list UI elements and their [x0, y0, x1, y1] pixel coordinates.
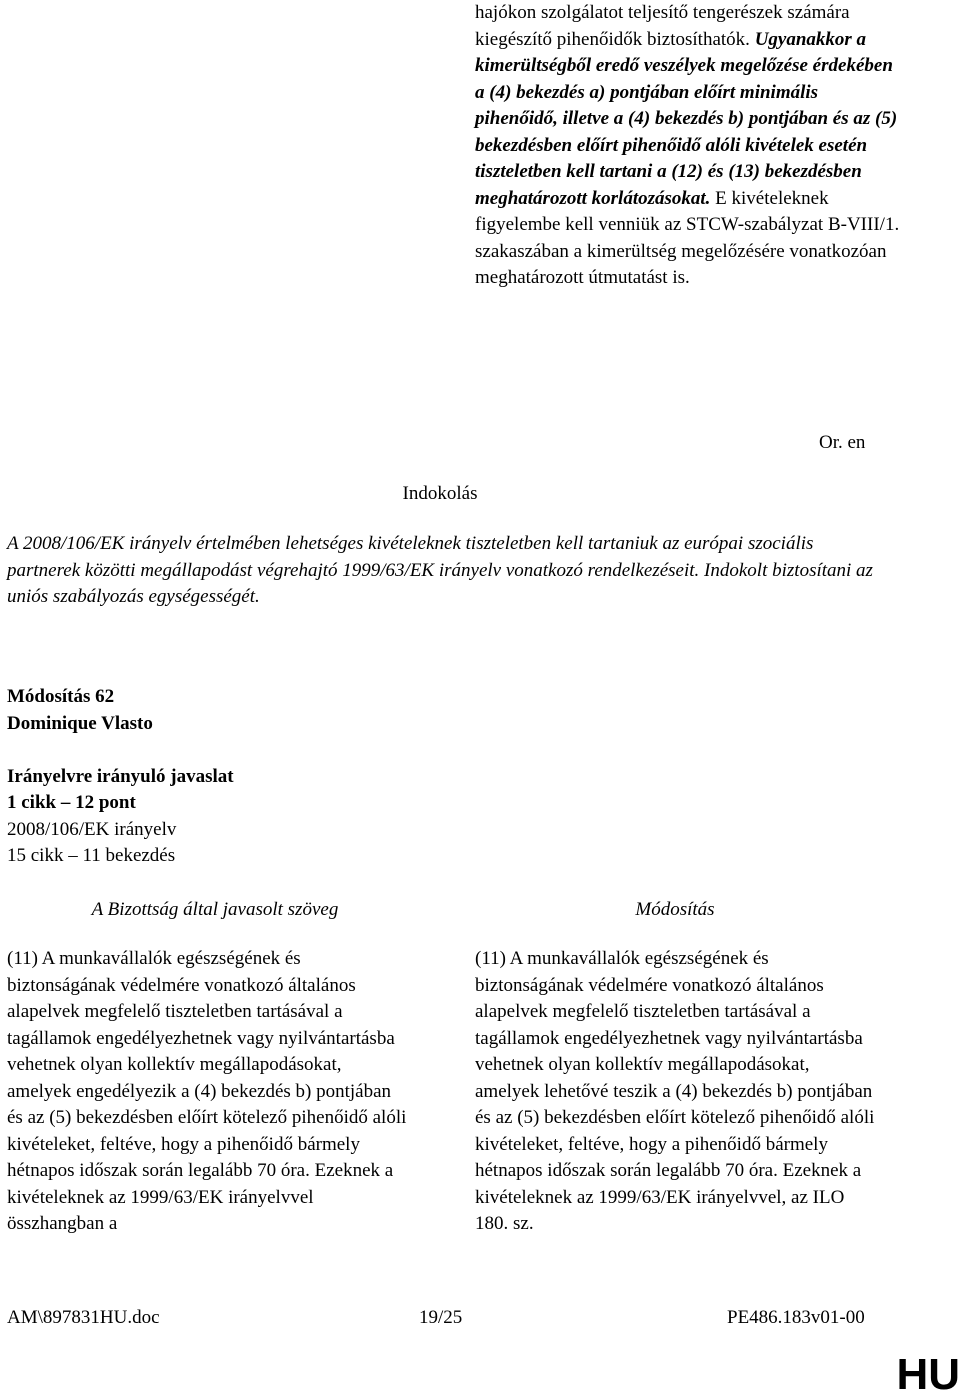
continued-amendment-text: [475, 0, 905, 292]
top-paragraph-part1: hajókon szolgálatot teljesítő tengerészek számára kiegészítő pihenőidők biztosíthatók.: [475, 2, 850, 50]
justification-text: [7, 531, 887, 611]
amendment-directive: 2008/106/EK irányelv: [7, 818, 177, 840]
commission-text: (11) A munkavállalók egészségének és biztonságának védelmére vonatkozó általános alapelvek megfelelő tiszteletben tartásával a tagállamok engedélyezhetnek vagy nyilvántartásba vehetnek olyan kollektív megállapodásokat, amelyek engedélyezik a (4) bekezdés b) pontjában és az (5) bekezdésben előírt kötelező pihenőidő alóli kivételeket, feltéve, hogy a pihenőidő bármely hétnapos időszak során legalább 70 óra. Ezeknek a kivételeknek az 1999/63/EK irányelvvel összhangban a: [7, 948, 407, 1234]
justification-heading: Indokolás: [402, 483, 478, 504]
footer-pe-ref: PE486.183v01-00: [727, 1307, 865, 1328]
commission-text-heading: A Bizottság által javasolt szöveg: [91, 899, 339, 920]
amendment-proposal-type: Irányelvre irányuló javaslat: [7, 765, 234, 787]
amendment-column-heading: Módosítás: [635, 899, 715, 920]
amendment-text-column: [475, 946, 875, 1238]
top-paragraph-part3: E kivételeknek figyelembe kell venniük az STCW-szabályzat B-VIII/1. szakaszában a kimerültség megelőzésére vonatkozóan meghatározott útmutatást is.: [475, 187, 900, 288]
amendment-article-paragraph: 15 cikk – 11 bekezdés: [7, 845, 176, 866]
top-paragraph-bold-italic: Ugyanakkor a kimerültségből eredő veszélyek megelőzése érdekében a (4) bekezdés a) pontjában előírt minimális pihenőidő, illetve a (4) bekezdés b) pontjában és az (5) bekezdésben előírt pihenőidő alóli kivételek esetén tiszteletben kell tartani a (12) és (13) bekezdésben meghatározott korlátozásokat.: [475, 28, 898, 209]
footer-doc-ref: AM\897831HU.doc: [7, 1307, 160, 1328]
commission-text-column: [7, 946, 407, 1238]
amendment-text: (11) A munkavállalók egészségének és biztonságának védelmére vonatkozó általános alapelvek megfelelő tiszteletben tartásával a tagállamok engedélyezhetnek vagy nyilvántartásba vehetnek olyan kollektív megállapodásokat, amelyek lehetővé teszik a (4) bekezdés b) pontjában és az (5) bekezdésben előírt kötelező pihenőidő alóli kivételeket, feltéve, hogy a pihenőidő bármely hétnapos időszak során legalább 70 óra. Ezeknek a kivételeknek az 1999/63/EK irányelvvel, az ILO 180. sz.: [475, 948, 875, 1234]
original-language-label: Or. en: [819, 432, 866, 453]
justification-paragraph: A 2008/106/EK irányelv értelmében lehetséges kivételeknek tiszteletben kell tartaniuk az európai szociális partnerek közötti megállapodást végrehajtó 1999/63/EK irányelv vonatkozó rendelkezéseit. Indokolt biztosítani az uniós szabályozás egységességét.: [7, 533, 873, 607]
amendment-number: Módosítás 62: [7, 686, 115, 707]
amendment-spacer: [7, 737, 607, 764]
footer-page-number: 19/25: [419, 1307, 463, 1328]
language-code: HU: [896, 1350, 960, 1399]
amendment-article-point: 1 cikk – 12 pont: [7, 792, 136, 813]
top-paragraph: [475, 0, 905, 292]
amendment-header: [7, 684, 607, 870]
amendment-author: Dominique Vlasto: [7, 712, 153, 734]
